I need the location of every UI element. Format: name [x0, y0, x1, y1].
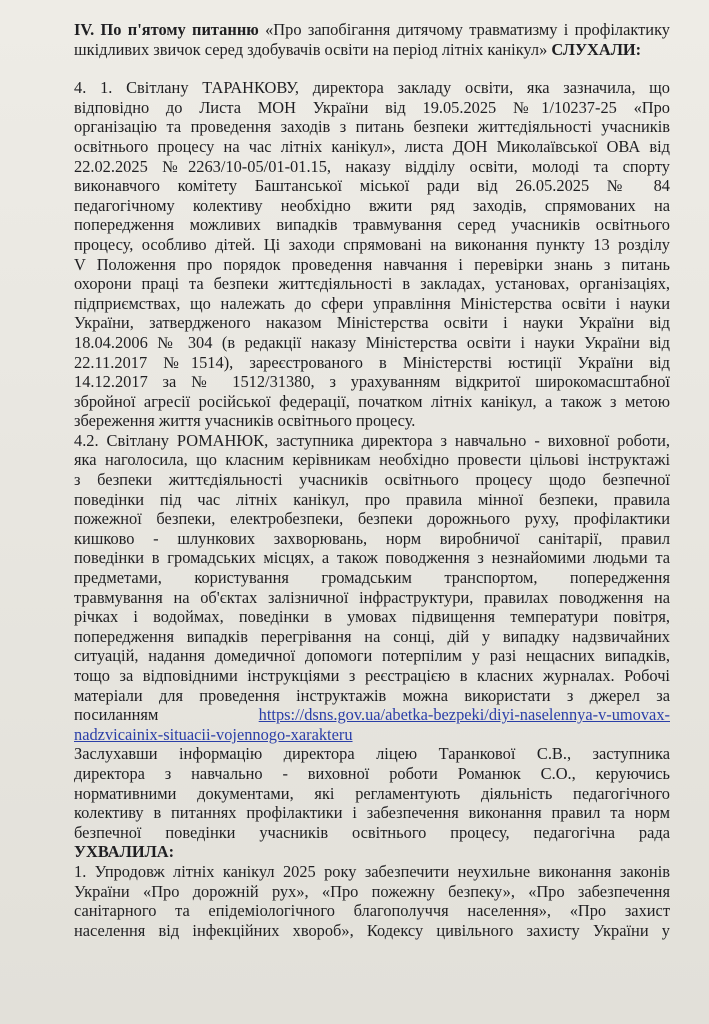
item-4-2-paragraph [74, 431, 670, 745]
text-line: збройної агресії російської федерації, початком літніх канікул, а також з метою [74, 391, 670, 411]
text-line: колективу в питаннях профілактики і забезпечення виконання правил та норм [74, 803, 670, 823]
item-4-1-paragraph [74, 78, 670, 431]
text-line: річках і водоймах, поведінки в умовах підвищення температури повітря, [74, 607, 670, 627]
text-line: кишково - шлункових захворювань, норм виробничої санітарії, правил [74, 528, 670, 548]
heard-label: СЛУХАЛИ: [551, 39, 642, 59]
text-line: 18.04.2006 № 304 (в редакції наказу Міністерства освіти і науки України від [74, 332, 670, 352]
decided-label: УХВАЛИЛА: [74, 842, 175, 862]
text-line: 4. 1. Світлану ТАРАНКОВУ, директора закладу освіти, яка зазначила, що [74, 78, 670, 98]
text-line: 22.11.2017 №1514), зареєстрованого в Міністерстві юстиції України від [74, 352, 670, 372]
spacer [74, 59, 670, 78]
section-iv-heading [74, 20, 670, 59]
text-line: населення від інфекційних хвороб», Кодексу цивільного захисту України у [74, 920, 670, 940]
text-line: педагогічному колективу необхідно вжити ряд заходів, спрямованих на [74, 195, 670, 215]
text-line: нормативними документами, які регламентують діяльність педагогічного [74, 783, 670, 803]
dsns-link-continued[interactable]: nadzvicainix-situacii-vojennogo-xarakteru [74, 724, 353, 744]
text-line: попередження випадків перегрівання на сонці, дій у випадку надзвичайних [74, 626, 670, 646]
text-line: директора з навчально - виховної роботи Романюк С.О., керуючись [74, 763, 670, 783]
text-line: 14.12.2017 за № 1512/31380, з урахуванням відкритої широкомасштабної [74, 372, 670, 392]
section-iv-title: IV. По п'ятому питанню [74, 20, 259, 39]
text-line: безпечної поведінки учасників освітнього процесу, педагогічна рада [74, 822, 670, 842]
link-prefix: посиланням [74, 705, 159, 725]
text-line: України «Про дорожній рух», «Про пожежну безпеку», «Про забезпечення [74, 881, 670, 901]
text-line: з безпеки життєдіяльності учасників освітнього процесу щодо безпечної [74, 470, 670, 490]
text-line: поведінки під час літніх канікул, про правила мінної безпеки, правила [74, 489, 670, 509]
text-line: 22.02.2025 №2263/10-05/01-01.15, наказу відділу освіти, молоді та спорту [74, 156, 670, 176]
text-line: України, затвердженого наказом Міністерства освіти і науки України від [74, 313, 670, 333]
document-body [74, 20, 670, 940]
text-line: 1. Упродовж літніх канікул 2025 року забезпечити неухильне виконання законів [74, 861, 670, 881]
text-line: V Положення про порядок проведення навчання і перевірки знань з питань [74, 254, 670, 274]
text-line: відповідно до Листа МОН України від 19.05.2025 №1/10237-25 «Про [74, 97, 670, 117]
link-line-continued [74, 725, 670, 745]
text-line: 4.2. Світлану РОМАНЮК, заступника директора з навчально - виховної роботи, [74, 430, 670, 450]
text-line: травмування на об'єктах залізничної інфраструктури, правилах поводження на [74, 587, 670, 607]
text-line: охорони праці та безпеки життєдіяльності в закладах, установах, організаціях, [74, 274, 670, 294]
text-line: тощо за відповідними інструкціями з реєстрацією в класних журналах. Робочі [74, 666, 670, 685]
text-line: виконавчого комітету Баштанської міської ради від 26.05.2025 № 84 [74, 176, 670, 196]
text-line: підприємствах, що належать до сфери управління Міністерства освіти і науки [74, 293, 670, 313]
text-line: пожежної безпеки, електробезпеки, безпеки дорожнього руху, профілактики [74, 509, 670, 529]
dsns-link[interactable]: https://dsns.gov.ua/abetka-bezpeki/diyi-naselennya-v-umovax- [258, 705, 670, 725]
text-line: поведінки в громадських місцях, а також поводження з незнайомими людьми та [74, 548, 670, 568]
text-line: Заслухавши інформацію директора ліцею Таранкової С.В., заступника [74, 744, 670, 764]
text-line: попередження можливих випадків травмування серед учасників освітнього [74, 215, 670, 235]
text-line: ситуацій, надання домедичної допомоги потерпілим у разі нещасних випадків, [74, 646, 670, 666]
text-line: процесу, особливо дітей. Ці заходи спрямовані на виконання пункту 13 розділу [74, 234, 670, 254]
text-line: санітарного та епідеміологічного благополуччя населення», «Про захист [74, 901, 670, 921]
resolution-intro-paragraph [74, 744, 670, 862]
item-1-paragraph [74, 862, 670, 940]
link-line [74, 705, 670, 725]
text-line: організацію та проведення заходів з питань безпеки життєдіяльності учасників [74, 117, 670, 137]
text-line: яка наголосила, що класним керівникам необхідно провести цільові інструктажі [74, 450, 670, 470]
text-line: предметами, користування громадським транспортом, попередження [74, 568, 670, 588]
text-line: освітнього процесу на час літніх канікул», листа ДОН Миколаївської ОВА від [74, 136, 670, 156]
section-iv-topic: «Про запобігання дитячому травматизму і профілактику шкідливих звичок серед здобувачів освіти на період літніх канікул» [74, 20, 670, 59]
text-line: матеріали для проведення інструктажів можна використати з джерел за [74, 685, 670, 705]
text-line: збереження життя учасників освітнього процесу. [74, 411, 416, 431]
